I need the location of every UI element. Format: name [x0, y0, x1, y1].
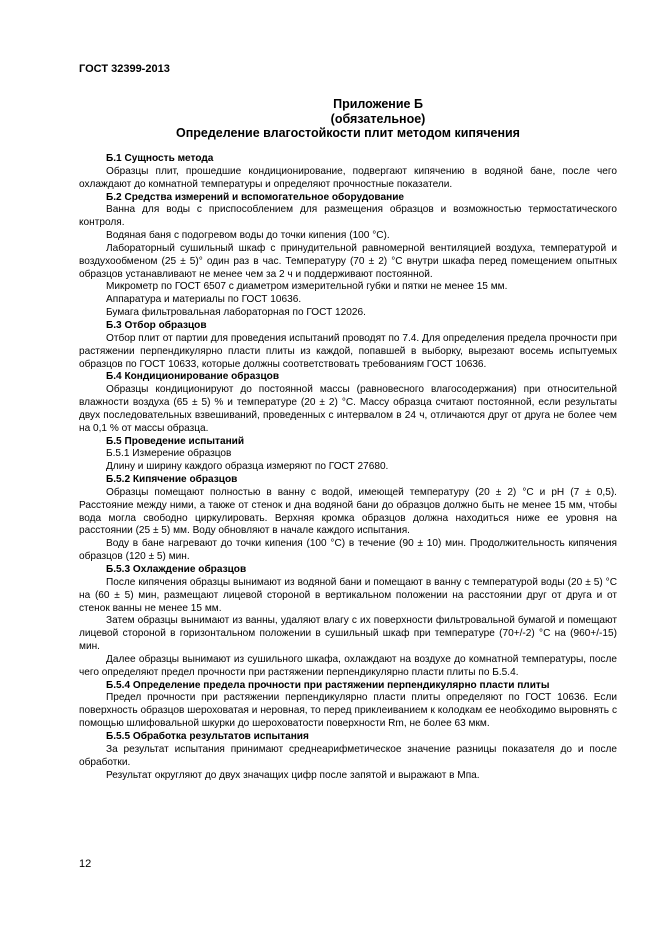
paragraph: Микрометр по ГОСТ 6507 с диаметром измерительной губки и пятки не менее 15 мм. — [106, 281, 508, 293]
annex-status: (обязательное) — [330, 112, 426, 126]
paragraph: Бумага фильтровальная лабораторная по ГОСТ 12026. — [106, 307, 366, 319]
paragraph: Водяная баня с подогревом воды до точки кипения (100 °C). — [106, 230, 390, 242]
section-heading: Б.5 Проведение испытаний — [106, 435, 245, 447]
paragraph: Затем образцы вынимают из ванны, удаляют влагу с их поверхности фильтровальной бумагой и помещают лицевой стороной в горизонтальном положении в сушильный шкаф при температуре (70+/-2) °C на (960+/-15) мин. — [79, 615, 617, 653]
paragraph: После кипячения образцы вынимают из водяной бани и помещают в ванну с температурой воды (20 ± 5) °C на (60 ± 5) мин, размещают лицевой стороной в вертикальном положении на расстоянии друг от друга и от стенок ванны не менее 15 мм. — [79, 576, 617, 614]
section-heading: Б.5.2 Кипячение образцов — [106, 474, 238, 486]
section-heading: Б.3 Отбор образцов — [106, 319, 207, 331]
page-number: 12 — [79, 858, 92, 870]
paragraph: Отбор плит от партии для проведения испытаний проводят по 7.4. Для определения предела прочности при растяжении перпендикулярно пласти плиты из каждой, попавшей в выборку, вырезают восемь испытуемых образцов по ГОСТ 10633, которые должны соответствовать требованиям ГОСТ 10636. — [79, 332, 617, 370]
section-heading: Б.5.3 Охлаждение образцов — [106, 564, 247, 575]
section-heading: Б.1 Сущность метода — [106, 153, 214, 164]
section-heading: Б.4 Кондиционирование образцов — [106, 371, 280, 383]
annex-title: Приложение Б — [333, 97, 423, 111]
paragraph: Образцы кондиционируют до постоянной массы (равновесного влагосодержания) при относительной влажности воздуха (65 ± 5) % и температуре (20 ± 2) °C. Массу образца считают постоянной, если результаты двух последовательных взвешиваний, проведенных с интервалом в 24 ч, отличаются друг от друга не более чем на 0,1 % от массы образца. — [79, 384, 617, 434]
paragraph: Образцы помещают полностью в ванну с водой, имеющей температуру (20 ± 2) °C и pH (7 ± 0,5). Расстояние между ними, а также от стенок и дна водяной бани до образцов должно быть не менее 15 мм, чтобы вода могла свободно циркулировать. Верхняя кромка образцов должна находиться ниже ее уровня на расстоянии (25 ± 5) мм. Воду обновляют в начале каждого испытания. — [79, 486, 617, 537]
annex-subject: Определение влагостойкости плит методом кипячения — [176, 126, 520, 140]
paragraph: Аппаратура и материалы по ГОСТ 10636. — [106, 294, 302, 306]
paragraph: Длину и ширину каждого образца измеряют по ГОСТ 27680. — [106, 461, 389, 473]
section-heading: Б.5.4 Определение предела прочности при растяжении перпендикулярно пласти плиты — [106, 679, 550, 691]
paragraph: Образцы плит, прошедшие кондиционирование, подвергают кипячению в водяной бане, после чего охлаждают до комнатной температуры и определяют прочностные показатели. — [79, 165, 617, 190]
document-body — [79, 153, 617, 782]
paragraph: Б.5.1 Измерение образцов — [106, 448, 232, 460]
paragraph: Предел прочности при растяжении перпендикулярно пласти плиты определяют по ГОСТ 10636. Если поверхность образцов шероховатая и неровная, то перед приклеиванием к колодкам ее необходимо выровнять с помощью шлифовальной шкурки до шероховатости поверхности Rm, не более 63 мкм. — [79, 692, 617, 730]
document-id: ГОСТ 32399-2013 — [79, 63, 170, 75]
paragraph: За результат испытания принимают среднеарифметическое значение разницы показателя до и после обработки. — [79, 743, 617, 768]
section-heading: Б.2 Средства измерений и вспомогательное оборудование — [106, 191, 405, 203]
paragraph: Ванна для воды с приспособлением для размещения образцов и возможностью термостатического контроля. — [79, 204, 617, 229]
paragraph: Лабораторный сушильный шкаф с принудительной равномерной вентиляцией воздуха, температурой и воздухообменом (25 ± 5)° один раз в час. Температуру (70 ± 2) °C внутри шкафа перед помещением опытных образцов устанавливают не менее чем за 2 ч и поддерживают постоянной. — [79, 242, 617, 280]
paragraph: Результат округляют до двух значащих цифр после запятой и выражают в Мпа. — [106, 769, 480, 781]
paragraph: Воду в бане нагревают до точки кипения (100 °C) в течение (90 ± 10) мин. Продолжительность кипячения образцов (120 ± 5) мин. — [79, 538, 617, 563]
paragraph: Далее образцы вынимают из сушильного шкафа, охлаждают на воздухе до комнатной температуры, после чего определяют предел прочности при растяжении перпендикулярно пласти плиты по Б.5.4. — [79, 653, 617, 678]
section-heading: Б.5.5 Обработка результатов испытания — [106, 730, 309, 742]
